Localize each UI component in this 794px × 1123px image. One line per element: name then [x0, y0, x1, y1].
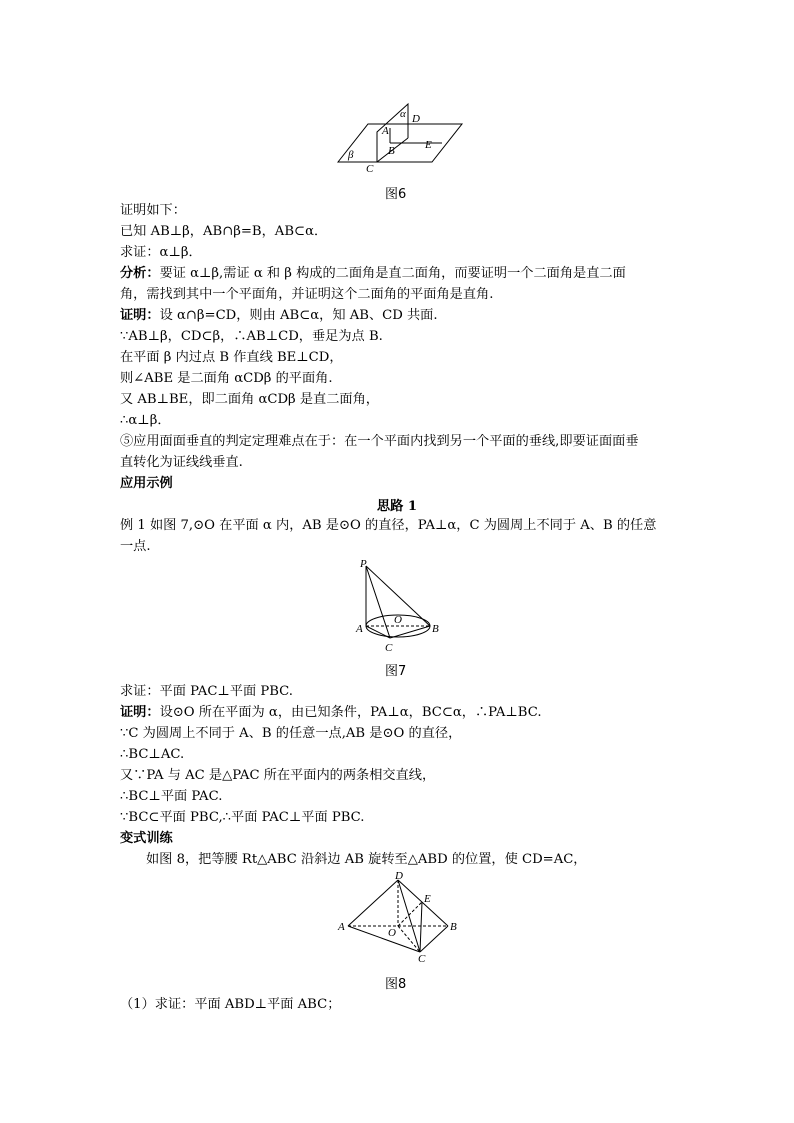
text-line: 在平面 β 内过点 B 作直线 BE⊥CD，	[120, 350, 343, 365]
label-P: P	[360, 558, 367, 570]
label-C: C	[418, 953, 426, 964]
figure-7-caption: 图7	[385, 664, 407, 679]
section-heading: 应用示例	[120, 476, 173, 491]
text-line: ∵BC⊂平面 PBC,∴平面 PAC⊥平面 PBC.	[120, 810, 365, 825]
text-line: ∴BC⊥AC.	[120, 747, 185, 762]
example-line: 例 1 如图 7,⊙O 在平面 α 内，AB 是⊙O 的直径，PA⊥α，C 为圆周上不同于 A、B 的任意	[120, 518, 657, 533]
label-A: A	[356, 623, 363, 635]
label-E: E	[424, 893, 431, 905]
text-line: 则∠ABE 是二面角 αCDβ 的平面角.	[120, 371, 333, 386]
proof-line	[120, 306, 438, 326]
text-line: ∵C 为圆周上不同于 A、B 的任意一点,AB 是⊙O 的直径，	[120, 726, 462, 741]
figure-8-caption: 图8	[385, 977, 407, 992]
analysis-label: 分析：	[120, 266, 160, 281]
label-beta: β	[348, 149, 354, 161]
figure-6	[330, 98, 470, 176]
practice-line: 如图 8，把等腰 Rt△ABC 沿斜边 AB 旋转至△ABD 的位置，使 CD=AC，	[146, 852, 587, 867]
figure-7	[352, 558, 444, 656]
analysis-text: 要证 α⊥β,需证 α 和 β 构成的二面角是直二面角，而要证明一个二面角是直二面	[159, 266, 626, 281]
label-E: E	[425, 139, 432, 151]
text-line: 已知 AB⊥β，AB∩β=B，AB⊂α．	[120, 224, 328, 239]
text-line: ∴BC⊥平面 PAC.	[120, 789, 223, 804]
label-C: C	[385, 642, 393, 654]
label-C: C	[366, 163, 374, 175]
text-line: 角，需找到其中一个平面角，并证明这个二面角的平面角是直角.	[120, 287, 494, 302]
text-line: ∴α⊥β．	[120, 413, 171, 428]
text-line: 直转化为证线线垂直.	[120, 455, 243, 470]
label-O: O	[394, 614, 402, 626]
text-line: 求证：平面 PAC⊥平面 PBC.	[120, 684, 293, 699]
text-line: 求证：α⊥β．	[120, 245, 202, 260]
practice-heading: 变式训练	[120, 831, 173, 846]
text-line: 证明如下：	[120, 203, 186, 218]
label-O: O	[388, 927, 396, 939]
proof-label: 证明：	[120, 705, 160, 720]
label-B: B	[432, 623, 439, 635]
label-A: A	[338, 921, 345, 933]
label-alpha: α	[400, 108, 406, 120]
proof-line	[120, 703, 542, 723]
proof-label: 证明：	[120, 308, 160, 323]
label-A: A	[382, 125, 389, 137]
label-D: D	[395, 872, 403, 882]
question-line: （1）求证：平面 ABD⊥平面 ABC；	[120, 997, 341, 1012]
label-B: B	[388, 145, 395, 157]
text-line: ∵AB⊥β，CD⊂β，∴AB⊥CD，垂足为点 B.	[120, 329, 383, 344]
analysis-line	[120, 264, 626, 284]
figure-6-caption: 图6	[385, 187, 407, 202]
label-D: D	[412, 113, 420, 125]
proof-text: 设⊙O 所在平面为 α，由已知条件，PA⊥α，BC⊂α，∴PA⊥BC.	[159, 705, 542, 720]
label-B: B	[450, 921, 457, 933]
figure-8	[336, 872, 466, 964]
text-line: ⑤应用面面垂直的判定定理难点在于：在一个平面内找到另一个平面的垂线,即要证面面垂	[120, 434, 639, 449]
text-line: 又 AB⊥BE，即二面角 αCDβ 是直二面角，	[120, 392, 379, 407]
text-line: 又∵PA 与 AC 是△PAC 所在平面内的两条相交直线，	[120, 768, 436, 783]
subsection-heading: 思路 1	[376, 499, 418, 514]
proof-text: 设 α∩β=CD，则由 AB⊂α，知 AB、CD 共面.	[159, 308, 438, 323]
example-line: 一点.	[120, 539, 151, 554]
